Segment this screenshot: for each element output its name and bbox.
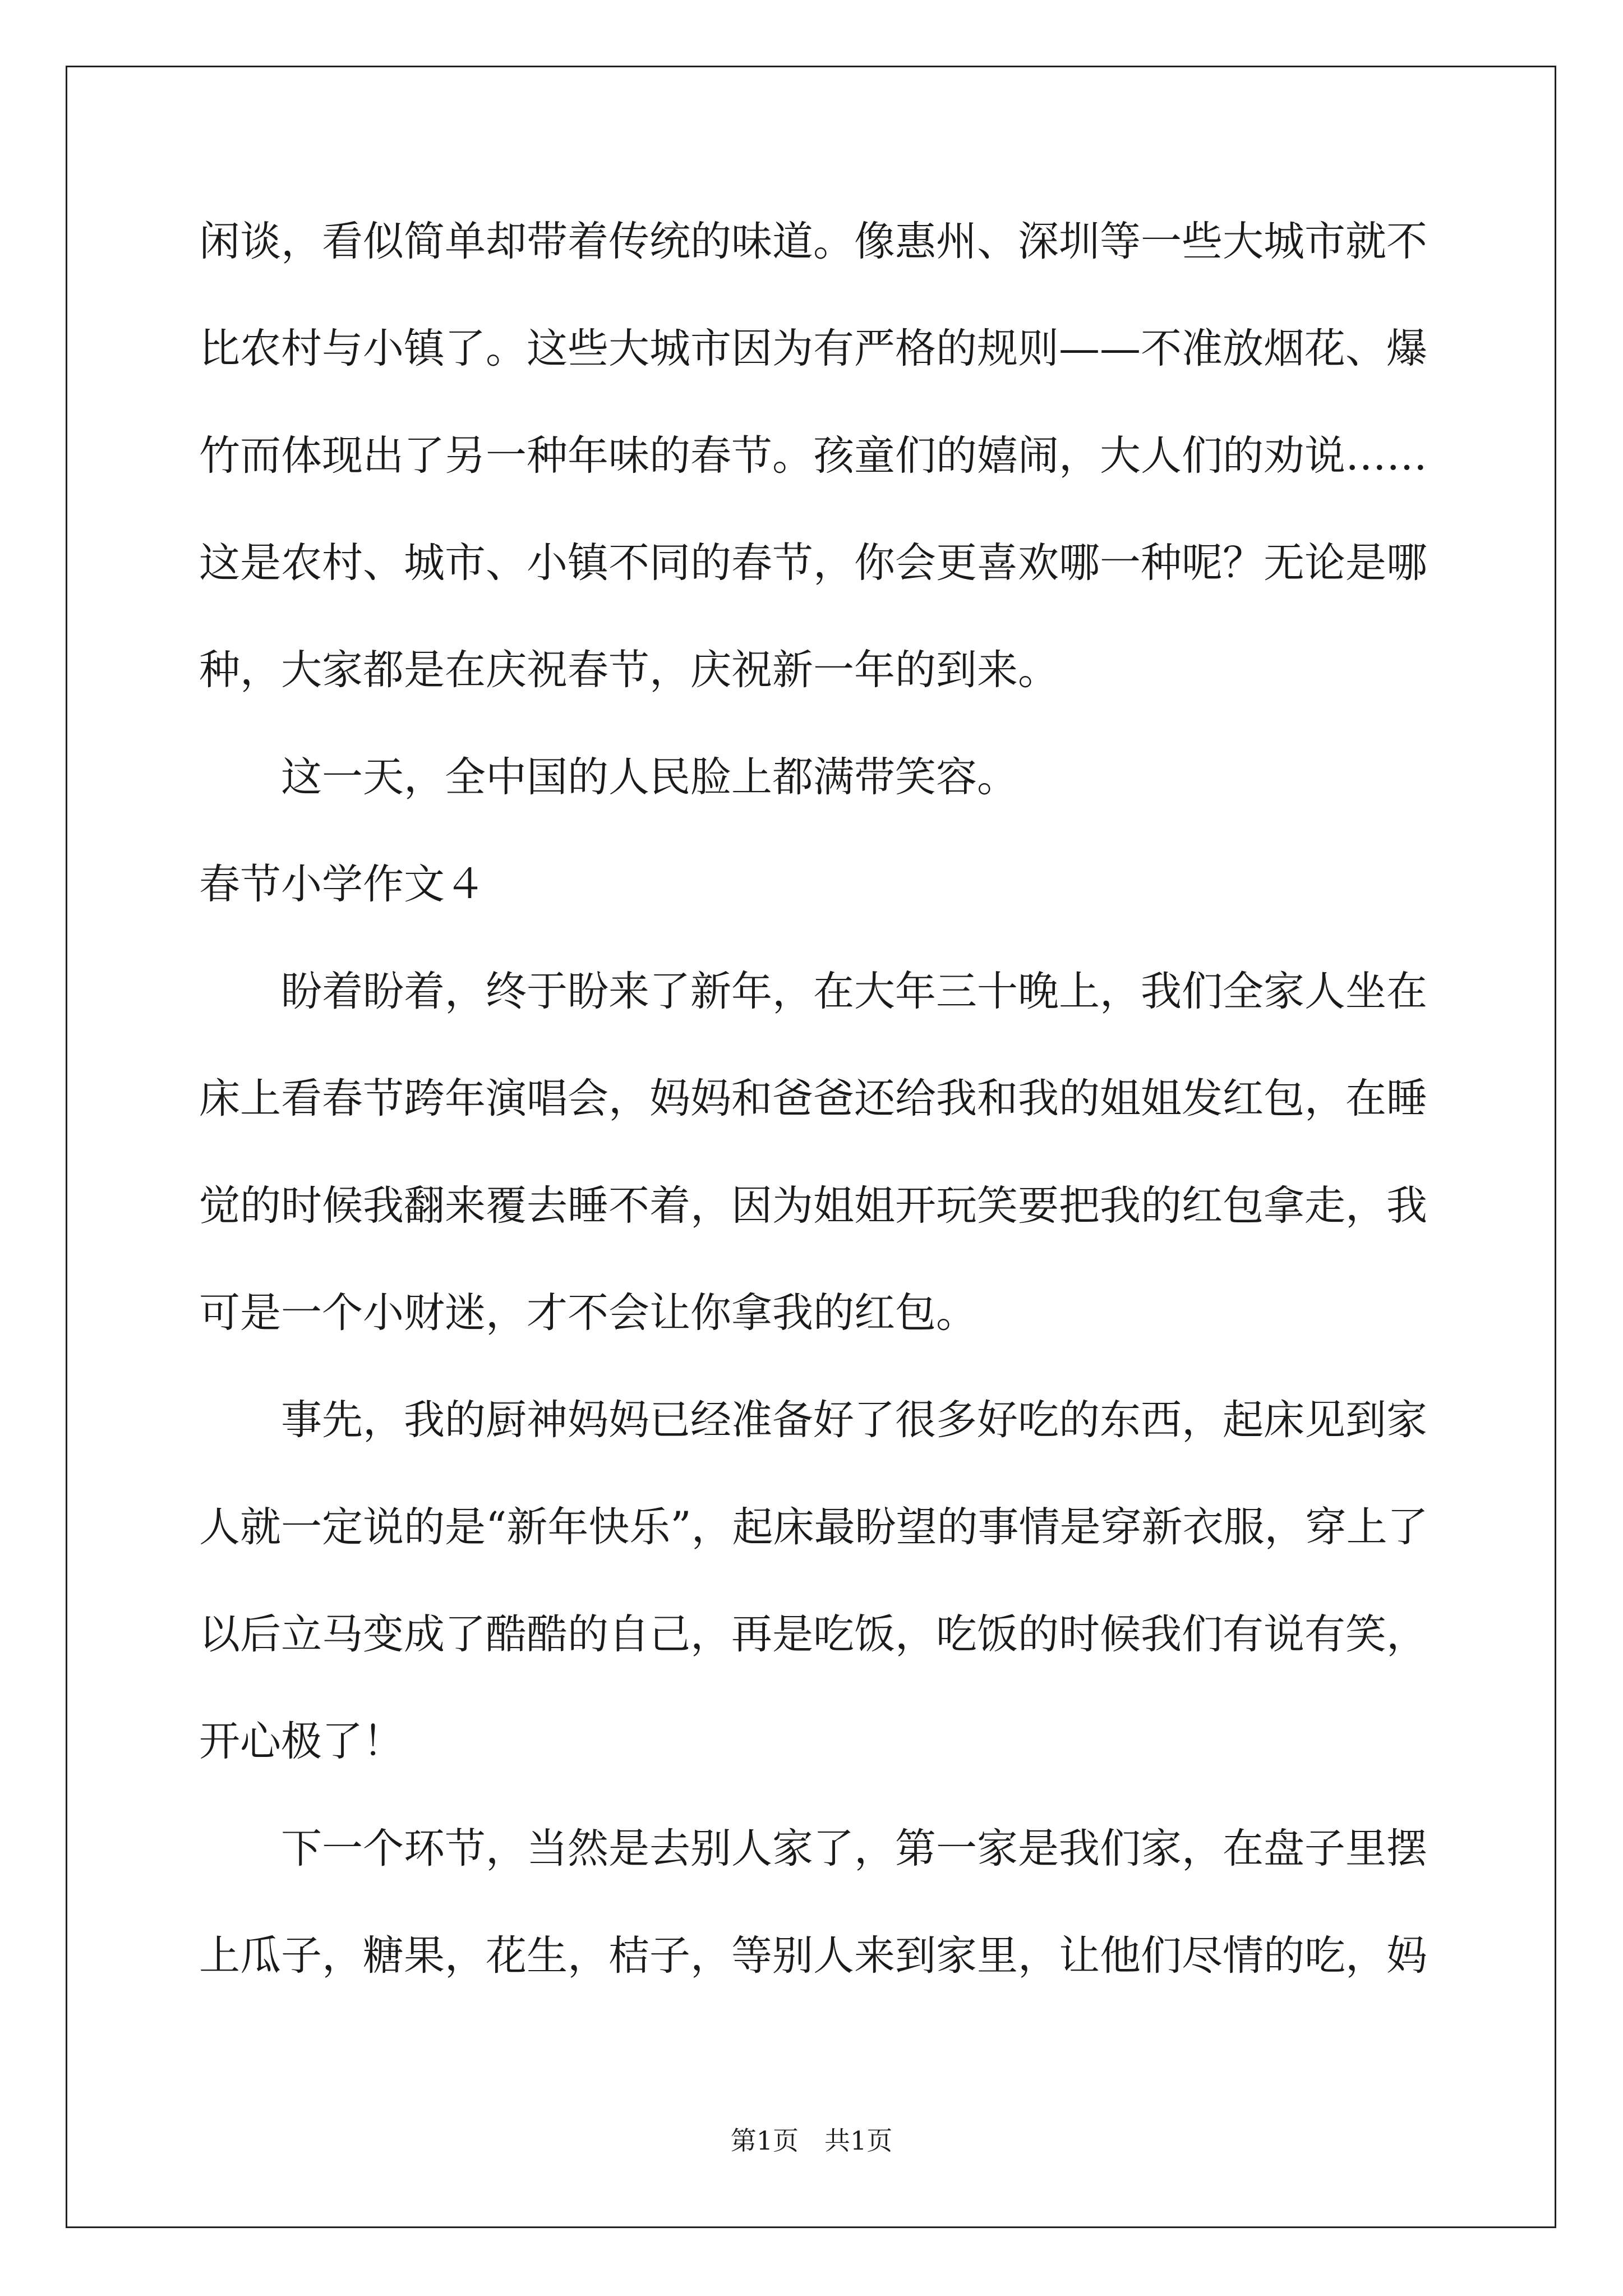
page-footer: 第1页 共1页 xyxy=(730,2125,893,2156)
paragraph-line: 比农村与小镇了。这些大城市因为有严格的规则——不准放烟花、爆 xyxy=(199,325,1427,372)
paragraph-line: 闲谈，看似简单却带着传统的味道。像惠州、深圳等一些大城市就不 xyxy=(199,218,1427,265)
paragraph-line: 人就一定说的是“新年快乐”，起床最盼望的事情是穿新衣服，穿上了 xyxy=(199,1503,1428,1551)
paragraph-line: 这一天，全中国的人民脸上都满带笑容。 xyxy=(281,753,1018,801)
paragraph-line: 种，大家都是在庆祝春节，庆祝新一年的到来。 xyxy=(199,646,1059,694)
paragraph-line: 下一个环节，当然是去别人家了，第一家是我们家，在盘子里摆 xyxy=(281,1825,1427,1872)
paragraph-line: 盼着盼着，终于盼来了新年，在大年三十晚上，我们全家人坐在 xyxy=(281,968,1427,1015)
paragraph-line: 觉的时候我翻来覆去睡不着，因为姐姐开玩笑要把我的红包拿走，我 xyxy=(199,1182,1427,1230)
document-body xyxy=(199,188,1427,2009)
paragraph-line: 床上看春节跨年演唱会，妈妈和爸爸还给我和我的姐姐发红包，在睡 xyxy=(199,1075,1427,1122)
paragraph-line: 上瓜子，糖果，花生，桔子，等别人来到家里，让他们尽情的吃，妈 xyxy=(199,1932,1427,1980)
paragraph-line: 可是一个小财迷，才不会让你拿我的红包。 xyxy=(199,1289,977,1337)
paragraph-line: 事先，我的厨神妈妈已经准备好了很多好吃的东西，起床见到家 xyxy=(281,1396,1427,1444)
paragraph-line: 开心极了！ xyxy=(199,1718,404,1765)
section-heading: 春节小学作文４ xyxy=(199,861,486,908)
paragraph-line: 这是农村、城市、小镇不同的春节，你会更喜欢哪一种呢？无论是哪 xyxy=(199,539,1427,587)
paragraph-line: 竹而体现出了另一种年味的春节。孩童们的嬉闹，大人们的劝说…… xyxy=(199,432,1427,480)
paragraph-line: 以后立马变成了酷酷的自己，再是吃饭，吃饭的时候我们有说有笑， xyxy=(199,1611,1427,1658)
